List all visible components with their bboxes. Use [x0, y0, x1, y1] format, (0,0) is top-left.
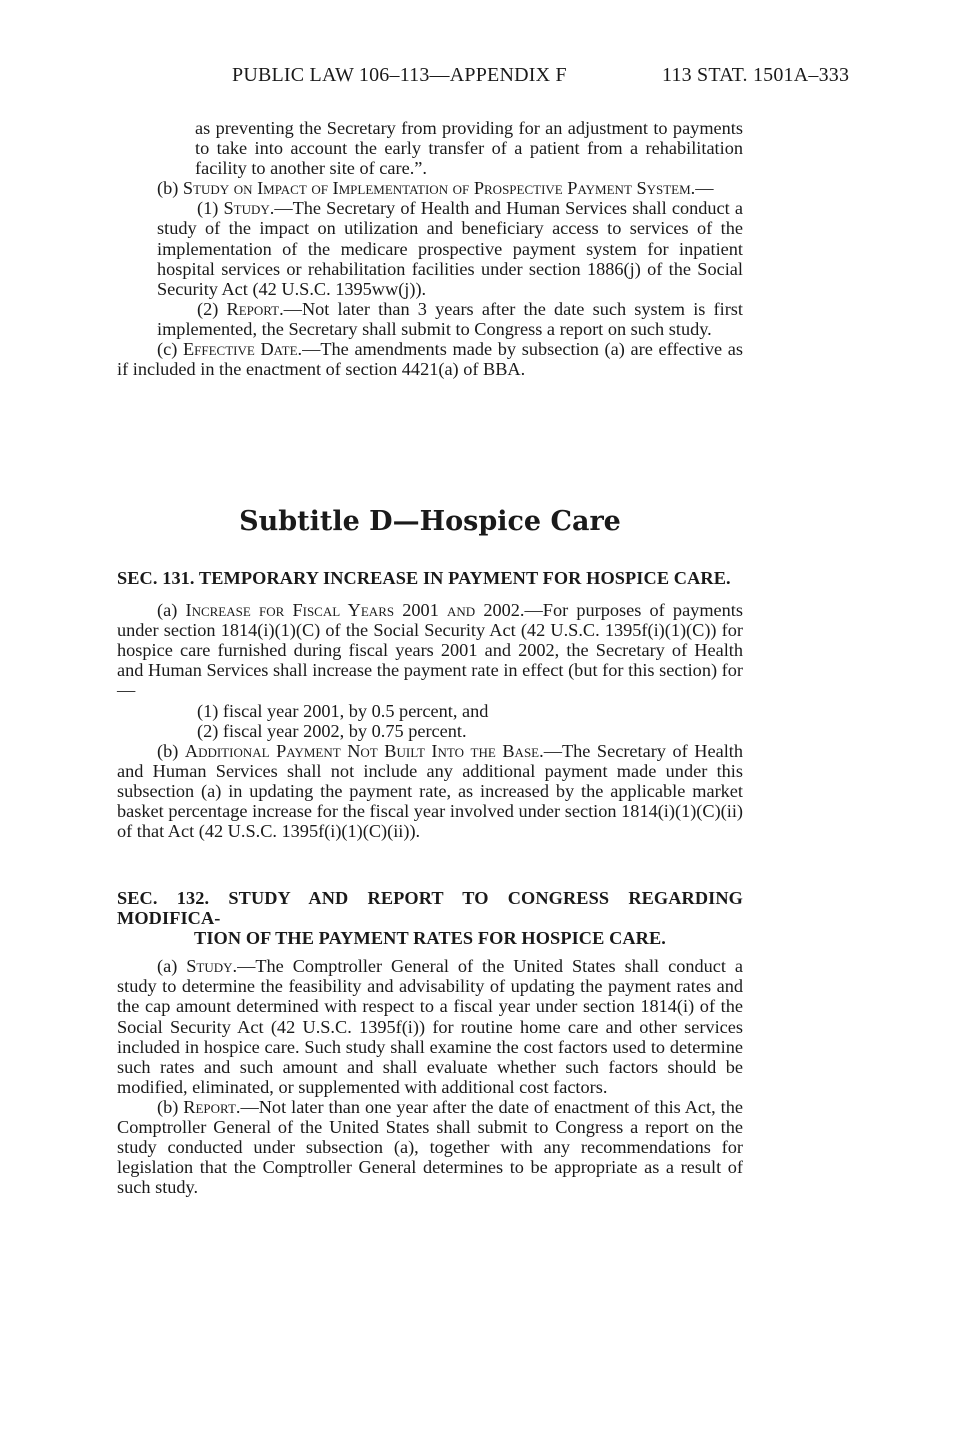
- header-stat-page: 113 STAT. 1501A–333: [662, 64, 850, 86]
- paragraph-b1-text: —The Secretary of Health and Human Services shall conduct a study of the impact on utilization and beneficiary access to services of the implementation of the medicare prospective payment system for inpatient hospital services or rehabilitation facilities under section 1886(j) of the Social Security Act (42 U.S.C. 1395ww(j)).: [157, 198, 743, 299]
- section-131-heading: SEC. 131. TEMPORARY INCREASE IN PAYMENT FOR HOSPICE CARE.: [117, 568, 731, 588]
- header-public-law: PUBLIC LAW 106–113—APPENDIX F: [232, 64, 567, 86]
- section-132-a-heading: Study.: [186, 956, 238, 977]
- section-132-subsection-a: (a) Study.—The Comptroller General of the United States shall conduct a study to determine the feasibility and advisability of updating the payment rates and the cap amount determined with respect to a fiscal year under section 1814(i) of the Social Security Act (42 U.S.C. 1395f(i)) for routine home care and other services included in hospice care. Such study shall examine the cost factors used to determine such rates and such amount and shall evaluate whether such factors should be modified, eliminated, or supplemented with additional cost factors.: [117, 956, 744, 1097]
- paragraph-b1-heading: Study.: [223, 198, 275, 219]
- section-131-subsection-b: (b) Additional Payment Not Built Into the Base.—The Secretary of Health and Human Services shall not include any additional payment made under this subsection (a) in updating the payment rate, as increased by the applicable market basket percentage increase for the fiscal year involved under section 1814(i)(1)(C)(ii) of that Act (42 U.S.C. 1395f(i)(1)(C)(ii)).: [117, 740, 743, 842]
- section-131-item-1: (1) fiscal year 2001, by 0.5 percent, and: [197, 700, 489, 721]
- subsection-b-title: Study on Impact of Implementation of Prospective Payment System.—: [182, 178, 714, 199]
- section-132-subsection-b: (b) Report.—Not later than one year after the date of enactment of this Act, the Comptroller General of the United States shall submit to Congress a report on the study conducted under subsection (a), together with any recommendations for legislation that the Comptroller General determines to be appropriate as a result of such study.: [117, 1096, 743, 1198]
- paragraph-b2-heading: Report.: [226, 298, 284, 319]
- paragraph-b1: (1) Study.—The Secretary of Health and Human Services shall conduct a study of the impact on utilization and beneficiary access to services of the implementation of the medicare prospective payment system for inpatient hospital services or rehabilitation facilities under section 1886(j) of the Social Security Act (42 U.S.C. 1395ww(j)).: [157, 198, 743, 299]
- section-131-a-text: —For purposes of payments under section 1814(i)(1)(C) of the Social Security Act (42 U.S.C. 1395f(i)(1)(C)) for hospice care furnished during fiscal years 2001 and 2002, the Secretary of Health and Human Services shall increase the payment rate in effect (but for this section) for—: [117, 600, 743, 701]
- subsection-c: (c) Effective Date.—The amendments made by subsection (a) are effective as if included in the enactment of section 4421(a) of BBA.: [117, 339, 743, 380]
- section-132-b-text: —Not later than one year after the date of enactment of this Act, the Comptroller General of the United States shall submit to Congress a report on the study conducted under subsection (a), together with any recommendations for legislation that the Comptroller General determines to be appropriate as a result of such study.: [117, 1096, 743, 1198]
- paragraph-b2-text: —Not later than 3 years after the date such system is first implemented, the Secretary shall submit to Congress a report on such study.: [157, 298, 743, 339]
- subtitle-heading: Subtitle D—Hospice Care: [239, 506, 621, 537]
- section-131-subsection-a: (a) Increase for Fiscal Years 2001 and 2002.—For purposes of payments under section 1814(i)(1)(C) of the Social Security Act (42 U.S.C. 1395f(i)(1)(C)) for hospice care furnished during fiscal years 2001 and 2002, the Secretary of Health and Human Services shall increase the payment rate in effect (but for this section) for—: [117, 600, 743, 701]
- section-132-heading-line-1: SEC. 132. STUDY AND REPORT TO CONGRESS REGARDING MODIFICA-: [117, 888, 743, 929]
- subsection-b-heading: (b) Study on Impact of Implementation of Prospective Payment System.—: [157, 178, 714, 199]
- upper-section: [117, 118, 743, 379]
- section-131-item-2: (2) fiscal year 2002, by 0.75 percent.: [197, 720, 467, 741]
- subsection-c-heading: Effective Date.: [182, 339, 303, 360]
- section-131-b-text: —The Secretary of Health and Human Services shall not include any additional payment made under this subsection (a) in updating the payment rate, as increased by the applicable market basket percentage increase for the fiscal year involved under section 1814(i)(1)(C)(ii) of that Act (42 U.S.C. 1395f(i)(1)(C)(ii)).: [117, 740, 743, 842]
- section-132: [117, 888, 743, 1197]
- subsection-c-text: —The amendments made by subsection (a) are effective as if included in the enactment of section 4421(a) of BBA.: [117, 339, 743, 380]
- section-132-b-heading: Report.: [183, 1096, 241, 1117]
- section-132-heading-line-2: TION OF THE PAYMENT RATES FOR HOSPICE CARE.: [194, 928, 666, 949]
- paragraph-b2: (2) Report.—Not later than 3 years after the date such system is first implemented, the Secretary shall submit to Congress a report on such study.: [157, 298, 743, 339]
- section-131-b-heading: Additional Payment Not Built Into the Base.: [184, 740, 544, 761]
- section-131: [117, 568, 743, 841]
- section-132-a-text: —The Comptroller General of the United States shall conduct a study to determine the feasibility and advisability of updating the payment rates and the cap amount determined with respect to a fiscal year under section 1814(i) of the Social Security Act (42 U.S.C. 1395f(i)) for routine home care and other services included in hospice care. Such study shall examine the cost factors used to determine such rates and such amount and shall evaluate whether such factors should be modified, eliminated, or supplemented with additional cost factors.: [117, 956, 744, 1097]
- continuation-paragraph: as preventing the Secretary from providing for an adjustment to payments to take into account the early transfer of a patient from a rehabilitation facility to another site of care.”.: [195, 118, 743, 179]
- section-131-a-heading: Increase for Fiscal Years 2001 and 2002.: [185, 600, 525, 621]
